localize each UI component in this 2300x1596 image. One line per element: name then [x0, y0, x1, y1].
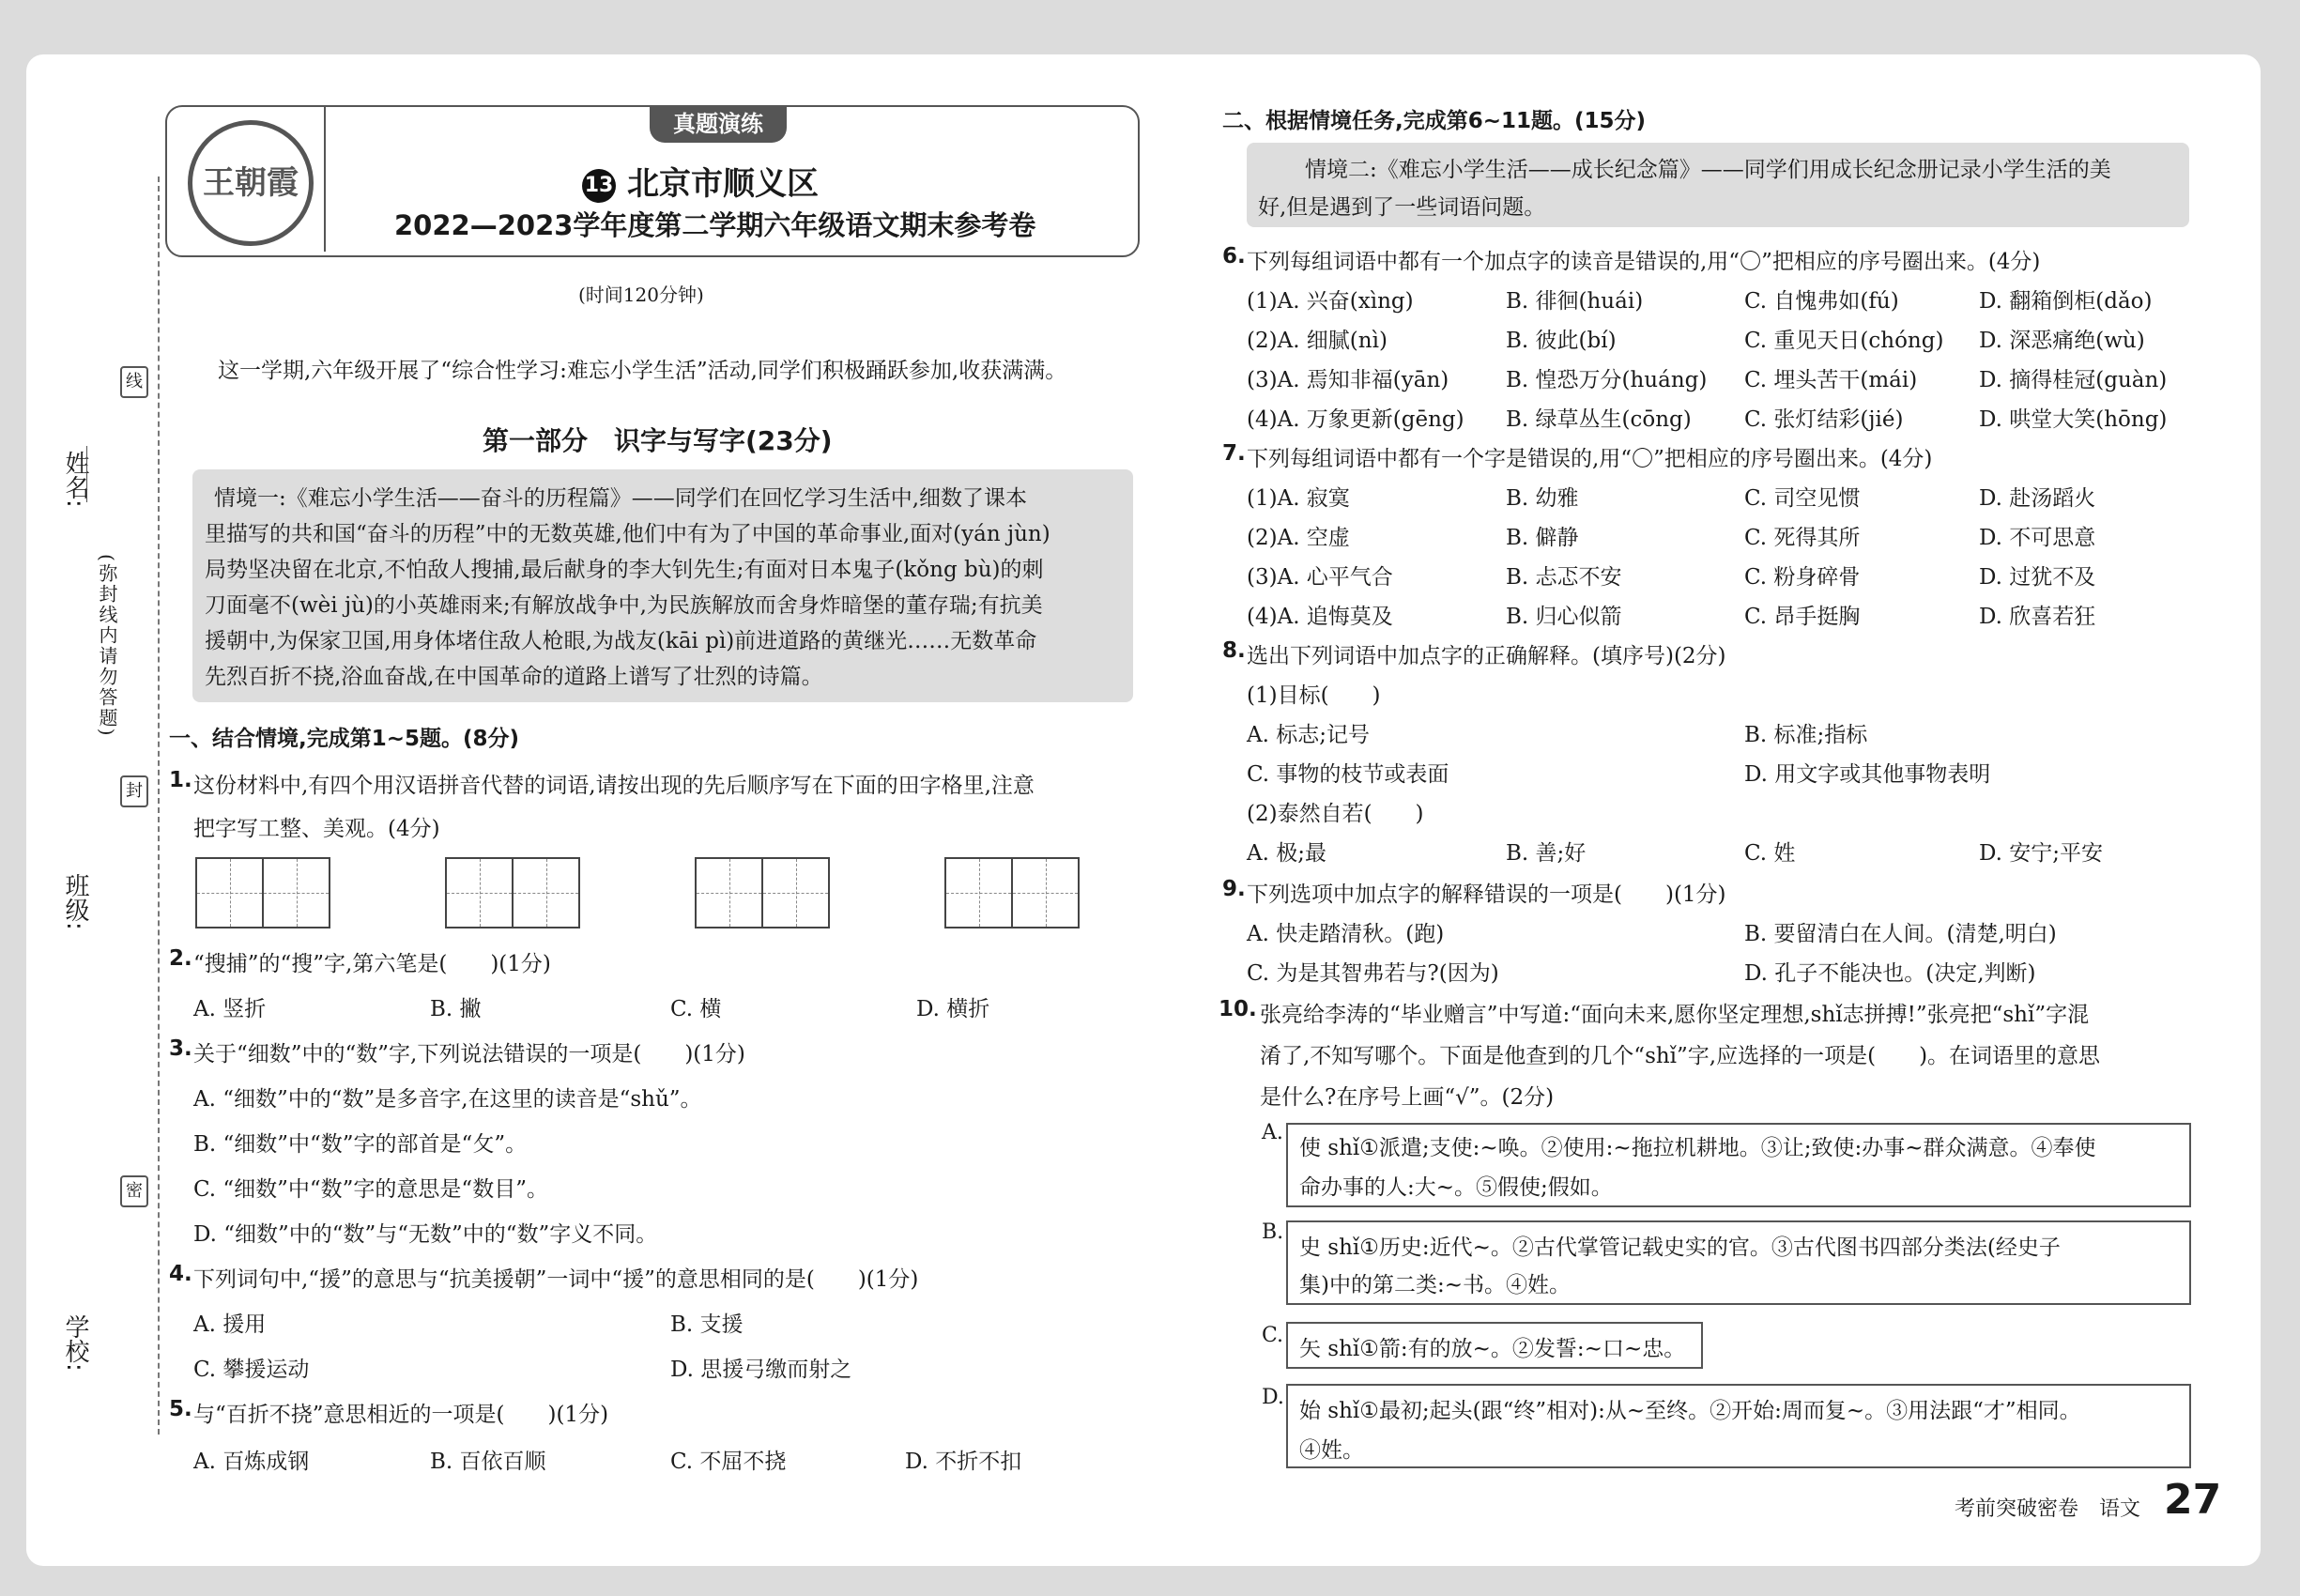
seal-line	[158, 176, 160, 1435]
scenario1-line: 情境一:《难忘小学生活——奋斗的历程篇》——同学们在回忆学习生活中,细数了课本	[214, 486, 1028, 511]
q6-option: (4)A. 万象更新(gēng)	[1247, 407, 1464, 432]
exam-page	[26, 54, 2261, 1566]
scenario2-line: 好,但是遇到了一些词语问题。	[1258, 195, 1546, 220]
q1-number: 1.	[169, 768, 192, 792]
dict-entry-line: 矢 shǐ①箭:有的放~。②发誓:~口~忠。	[1299, 1337, 1686, 1361]
q9-option: B. 要留清白在人间。(清楚,明白)	[1744, 922, 2057, 946]
q8-option: C. 姓	[1744, 841, 1796, 866]
q8-option: A. 极;最	[1247, 841, 1326, 866]
q3-option: B. “细数”中“数”字的部首是“攵”。	[193, 1132, 528, 1157]
q7-option: B. 归心似箭	[1506, 605, 1622, 629]
q6-option: (1)A. 兴奋(xìng)	[1247, 289, 1414, 314]
q2-option: D. 横折	[916, 997, 990, 1021]
name-label: 姓名:	[61, 451, 89, 508]
scenario1-line: 刀面毫不(wèi jù)的小英雄雨来;有解放战争中,为民族解放而舍身炸暗堡的董存瑞;有抗美	[205, 593, 1043, 618]
q5-option: C. 不屈不挠	[670, 1450, 787, 1474]
q7-option: C. 粉身碎骨	[1744, 565, 1861, 590]
q7-option: B. 幼雅	[1506, 486, 1579, 511]
tianzige-box[interactable]	[195, 857, 330, 928]
q7-stem: 下列每组词语中都有一个字是错误的,用“〇”把相应的序号圈出来。(4分)	[1247, 447, 1933, 471]
q6-option: B. 彼此(bí)	[1506, 329, 1617, 353]
tianzige-box[interactable]	[445, 857, 580, 928]
q6-number: 6.	[1222, 244, 1246, 269]
q5-number: 5.	[169, 1397, 192, 1421]
q5-option: D. 不折不扣	[905, 1450, 1022, 1474]
tianzige-cell[interactable]	[697, 859, 763, 927]
tianzige-cell[interactable]	[763, 859, 828, 927]
q8-sub: (2)泰然自若( )	[1247, 802, 1424, 826]
q7-option: B. 僻静	[1506, 526, 1579, 550]
q1-text: 这份材料中,有四个用汉语拼音代替的词语,请按出现的先后顺序写在下面的田字格里,注意	[193, 774, 1035, 798]
brand-logo: 王朝霞	[188, 120, 314, 246]
q1-text: 把字写工整、美观。(4分)	[193, 817, 440, 841]
q5-option: B. 百依百顺	[430, 1450, 546, 1474]
q4-option: B. 支援	[670, 1312, 744, 1337]
q4-option: D. 思援弓缴而射之	[670, 1358, 852, 1382]
seal-mark: 封	[120, 775, 148, 807]
seal-note: (弥封线内请勿答题)	[96, 554, 118, 738]
exam-title: 2022—2023学年度第二学期六年级语文期末参考卷	[394, 209, 1036, 241]
footer-text: 考前突破密卷 语文	[1955, 1497, 2141, 1521]
dict-entry-line: 始 shǐ①最初;起头(跟“终”相对):从~至终。②开始:周而复~。③用法跟“才”相同。	[1299, 1399, 2081, 1423]
q6-option: C. 自愧弗如(fú)	[1744, 289, 1899, 314]
q2-option: A. 竖折	[193, 997, 267, 1021]
tianzige-cell[interactable]	[946, 859, 1013, 927]
q3-stem: 关于“细数”中的“数”字,下列说法错误的一项是( )(1分)	[193, 1042, 745, 1067]
name-underline	[86, 446, 87, 502]
tianzige-box[interactable]	[695, 857, 830, 928]
exam-number-badge: 13	[582, 169, 616, 203]
q9-option: A. 快走踏清秋。(跑)	[1247, 922, 1445, 946]
q10-option-letter[interactable]: B.	[1262, 1220, 1284, 1244]
school-label: 学校:	[61, 1314, 89, 1372]
q2-option: B. 撇	[430, 997, 482, 1021]
q6-option: B. 绿草丛生(cōng)	[1506, 407, 1692, 432]
q7-option: D. 赴汤蹈火	[1979, 486, 2096, 511]
section2-heading: 二、根据情境任务,完成第6~11题。(15分)	[1222, 109, 1647, 133]
q4-option: C. 攀援运动	[193, 1358, 310, 1382]
q8-number: 8.	[1222, 638, 1246, 663]
q4-stem: 下列词句中,“援”的意思与“抗美援朝”一词中“援”的意思相同的是( )(1分)	[193, 1267, 919, 1292]
q3-option: A. “细数”中的“数”是多音字,在这里的读音是“shǔ”。	[193, 1087, 702, 1112]
q8-option: C. 事物的枝节或表面	[1247, 762, 1449, 787]
q6-option: D. 深恶痛绝(wù)	[1979, 329, 2145, 353]
secret-mark: 密	[120, 1175, 148, 1207]
q6-option: C. 张灯结彩(jié)	[1744, 407, 1904, 432]
part1-title: 第一部分 识字与写字(23分)	[483, 425, 833, 456]
q10-text: 淆了,不知写哪个。下面是他查到的几个“shǐ”字,应选择的一项是( )。在词语里的意思	[1260, 1044, 2101, 1068]
q7-option: D. 欣喜若狂	[1979, 605, 2096, 629]
scenario1-line: 援朝中,为保家卫国,用身体堵住敌人枪眼,为战友(kāi pì)前进道路的黄继光……无数革命	[205, 629, 1037, 653]
q7-option: D. 过犹不及	[1979, 565, 2096, 590]
q6-option: B. 徘徊(huái)	[1506, 289, 1644, 314]
q8-option: A. 标志;记号	[1247, 723, 1370, 747]
practice-badge: 真题演练	[650, 105, 787, 143]
q7-option: B. 忐忑不安	[1506, 565, 1622, 590]
q9-option: C. 为是其智弗若与?(因为)	[1247, 961, 1499, 986]
class-label: 班级:	[61, 873, 89, 930]
q6-option: C. 埋头苦干(mái)	[1744, 368, 1918, 392]
q7-option: (2)A. 空虚	[1247, 526, 1350, 550]
q6-option: D. 翻箱倒柜(dǎo)	[1979, 289, 2153, 314]
q6-option: D. 摘得桂冠(guàn)	[1979, 368, 2168, 392]
q9-stem: 下列选项中加点字的解释错误的一项是( )(1分)	[1247, 882, 1726, 907]
page-number: 27	[2164, 1476, 2222, 1524]
q10-option-letter[interactable]: C.	[1262, 1324, 1284, 1347]
q10-text: 张亮给李涛的“毕业赠言”中写道:“面向未来,愿你坚定理想,shǐ志拼搏!”张亮把“shǐ”字混	[1260, 1003, 2090, 1027]
q6-option: D. 哄堂大笑(hōng)	[1979, 407, 2168, 432]
q3-option: C. “细数”中“数”字的意思是“数目”。	[193, 1177, 548, 1202]
q7-option: C. 司空见惯	[1744, 486, 1861, 511]
q10-text: 是什么?在序号上画“√”。(2分)	[1260, 1085, 1555, 1110]
q5-option: A. 百炼成钢	[193, 1450, 310, 1474]
q8-stem: 选出下列词语中加点字的正确解释。(填序号)(2分)	[1247, 644, 1726, 668]
q7-option: (3)A. 心平气合	[1247, 565, 1393, 590]
q4-option: A. 援用	[193, 1312, 267, 1337]
q8-option: D. 安宁;平安	[1979, 841, 2103, 866]
region-name: 北京市顺义区	[627, 165, 819, 203]
dict-entry-line: 使 shǐ①派遣;支使:~唤。②使用:~拖拉机耕地。③让;致使:办事~群众满意。④奉使	[1299, 1136, 2096, 1160]
scenario1-line: 里描写的共和国“奋斗的历程”中的无数英雄,他们中有为了中国的革命事业,面对(yán jùn)	[205, 522, 1050, 546]
q8-sub: (1)目标( )	[1247, 683, 1381, 708]
logo-divider	[324, 107, 326, 252]
q3-option: D. “细数”中的“数”与“无数”中的“数”字义不同。	[193, 1222, 658, 1247]
dict-entry-line: 命办事的人:大~。⑤假使;假如。	[1299, 1175, 1613, 1200]
q6-option: C. 重见天日(chóng)	[1744, 329, 1944, 353]
q7-number: 7.	[1222, 441, 1246, 466]
q4-number: 4.	[169, 1262, 192, 1286]
q6-stem: 下列每组词语中都有一个加点字的读音是错误的,用“〇”把相应的序号圈出来。(4分)	[1247, 250, 2041, 274]
q8-option: B. 标准;指标	[1744, 723, 1868, 747]
q2-stem: “搜捕”的“搜”字,第六笔是( )(1分)	[193, 952, 551, 976]
q5-stem: 与“百折不挠”意思相近的一项是( )(1分)	[193, 1403, 609, 1427]
q8-option: B. 善;好	[1506, 841, 1587, 866]
tianzige-cell[interactable]	[197, 859, 264, 927]
q10-option-letter[interactable]: D.	[1262, 1386, 1284, 1409]
scenario1-line: 局势坚决留在北京,不怕敌人搜捕,最后献身的李大钊先生;有面对日本鬼子(kǒng bù)的刺	[205, 558, 1044, 582]
time-note: (时间120分钟)	[578, 284, 704, 306]
q2-option: C. 横	[670, 997, 722, 1021]
q9-number: 9.	[1222, 877, 1246, 901]
q6-option: (3)A. 焉知非福(yān)	[1247, 368, 1449, 392]
dict-entry-line: 史 shǐ①历史:近代~。②古代掌管记载史实的官。③古代图书四部分类法(经史子	[1299, 1235, 2061, 1260]
line-mark: 线	[120, 366, 148, 398]
intro-text: 这一学期,六年级开展了“综合性学习:难忘小学生活”活动,同学们积极踊跃参加,收获满满。	[218, 359, 1067, 383]
q10-option-letter[interactable]: A.	[1262, 1121, 1283, 1144]
q7-option: (1)A. 寂寞	[1247, 486, 1350, 511]
q7-option: C. 死得其所	[1744, 526, 1861, 550]
q10-number: 10.	[1219, 997, 1257, 1021]
tianzige-cell[interactable]	[447, 859, 514, 927]
q6-option: (2)A. 细腻(nì)	[1247, 329, 1388, 353]
q7-option: (4)A. 追悔莫及	[1247, 605, 1393, 629]
dict-entry-line: 集)中的第二类:~书。④姓。	[1299, 1273, 1571, 1297]
q7-option: D. 不可思意	[1979, 526, 2096, 550]
q8-option: D. 用文字或其他事物表明	[1744, 762, 1991, 787]
tianzige-box[interactable]	[944, 857, 1080, 928]
tianzige-cell[interactable]	[1013, 859, 1078, 927]
q7-option: C. 昂手挺胸	[1744, 605, 1861, 629]
q2-number: 2.	[169, 946, 192, 971]
section1-heading: 一、结合情境,完成第1~5题。(8分)	[169, 727, 520, 751]
exam-region	[582, 158, 819, 204]
dict-entry-line: ④姓。	[1299, 1438, 1364, 1463]
q9-option: D. 孔子不能决也。(决定,判断)	[1744, 961, 2036, 986]
tianzige-cell[interactable]	[514, 859, 578, 927]
tianzige-cell[interactable]	[264, 859, 329, 927]
q3-number: 3.	[169, 1036, 192, 1061]
q6-option: B. 惶恐万分(huáng)	[1506, 368, 1708, 392]
scenario2-line: 情境二:《难忘小学生活——成长纪念篇》——同学们用成长纪念册记录小学生活的美	[1305, 158, 2111, 182]
scenario1-line: 先烈百折不挠,浴血奋战,在中国革命的道路上谱写了壮烈的诗篇。	[205, 665, 823, 689]
